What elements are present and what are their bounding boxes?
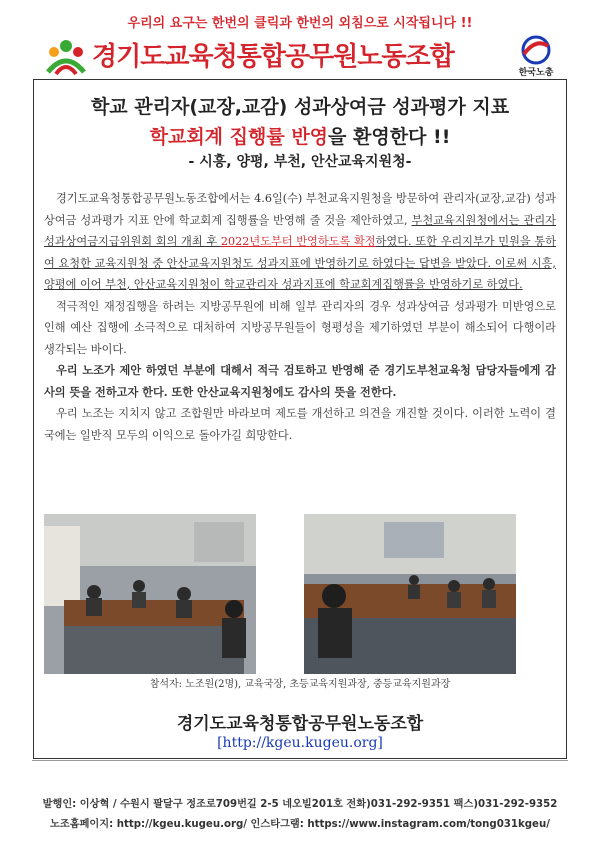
publisher-contact: 발행인: 이상혁 / 수원시 팔달구 정조로709번길 2-5 네오빌201호 전화)031-292-9351 팩스)031-292-9352 <box>42 799 558 810</box>
paragraph-1 <box>44 188 556 296</box>
fkt-logo <box>510 34 562 78</box>
footer-divider <box>32 760 568 761</box>
fkt-logo-icon <box>510 34 562 66</box>
article-body <box>44 188 556 446</box>
meeting-photo-1 <box>44 514 256 674</box>
headline-highlight: 학교회계 집행률 반영 <box>149 126 329 148</box>
union-name: 경기도교육청통합공무원노동조합 <box>92 42 454 72</box>
footer-website-link[interactable]: [http://kgeu.kugeu.org] <box>217 735 383 751</box>
photo-caption: 참석자: 노조원(2명), 교육국장, 초등교육지원과장, 중등교육지원과장 <box>149 679 451 690</box>
meeting-photos <box>40 504 560 676</box>
paragraph-1-decision: 부천교육지원청에서는 관리자 성과상여금지급위원회 회의 개최 후 <box>44 213 556 248</box>
paragraph-1-intro: 경기도교육청통합공무원노동조합에서는 4.6일(수) 부천교육지원청을 방문하여 관리자(교장,교감) 성과상여금 성과평가 지표 안에 학교회계 집행률을 반영해 줄 것을 제안하였고, <box>44 192 556 227</box>
subtitle: - 시흥, 양평, 부천, 안산교육지원청- <box>188 154 412 170</box>
header <box>0 34 600 78</box>
paragraph-3: 우리 노조가 제안 하였던 부분에 대해서 적극 검토하고 반영해 준 경기도부천교육청 담당자들에게 감사의 뜻을 전하고자 한다. 또한 안산교육지원청에도 감사의 뜻을 전한다. <box>44 363 556 399</box>
paragraph-2: 적극적인 재정집행을 하려는 지방공무원에 비해 일부 관리자의 경우 성과상여금 성과평가 미반영으로 인해 예산 집행에 소극적으로 대처하여 지방공무원들이 형평성을 제기하였던 부분이 해소되어 다행이라 생각되는 바이다. <box>44 299 556 356</box>
fkt-logo-label: 한국노총 <box>518 68 554 78</box>
footer-org-name: 경기도교육청통합공무원노동조합 <box>176 714 424 734</box>
paragraph-1-highlight: 2022년도부터 반영하도록 확정 <box>220 235 376 248</box>
headline-line2 <box>0 122 600 149</box>
headline-rest: 을 환영한다 !! <box>328 126 451 148</box>
slogan: 우리의 요구는 한번의 클릭과 한번의 외침으로 시작됩니다 !! <box>127 16 473 31</box>
union-logo-icon <box>44 36 88 76</box>
paragraph-1-result: 하였다. 또한 우리지부가 민원을 통하여 요청한 교육지원청 중 안산교육지원청도 성과지표에 반영하기로 하였다는 답변을 받았다. 이로써 시흥, 양평에 이어 부천, 안산교육지원청이 학교관리자 성과지표에 학교회계집행률을 반영하기로 하였다. <box>44 235 557 291</box>
meeting-photo-2 <box>304 514 516 674</box>
online-contact[interactable]: 노조홈페이지: http://kgeu.kugeu.org/ 인스타그램: https://www.instagram.com/tong031kgeu/ <box>50 819 550 830</box>
headline-line1: 학교 관리자(교장,교감) 성과상여금 성과평가 지표 <box>90 96 510 118</box>
paragraph-4: 우리 노조는 지치지 않고 조합원만 바라보며 제도를 개선하고 의견을 개진할 것이다. 이러한 노력이 결국에는 일반직 모두의 이익으로 돌아가길 희망한다. <box>44 407 556 442</box>
